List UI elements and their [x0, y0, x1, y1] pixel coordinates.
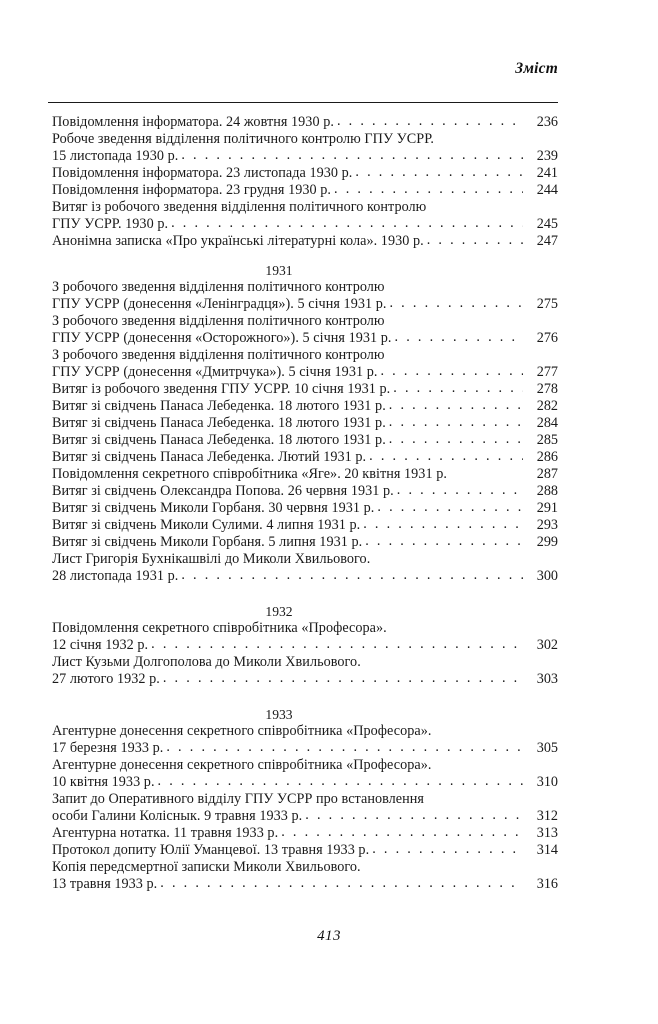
toc-entry-title: 10 квітня 1933 р.: [52, 774, 155, 790]
toc-entry[interactable]: [52, 114, 558, 131]
toc-entry-row: [52, 165, 558, 182]
toc-page-number: 244: [536, 182, 558, 198]
toc-entry-row: [52, 449, 558, 466]
dot-leader: [389, 398, 523, 414]
toc-entry-row: [52, 114, 558, 131]
dot-leader: [181, 148, 523, 164]
toc-page-number: 285: [536, 432, 558, 448]
toc-page-number: 241: [536, 165, 558, 181]
toc-entry[interactable]: [52, 483, 558, 500]
toc-entry[interactable]: [52, 398, 558, 415]
toc-entry-title: Агентурне донесення секретного співробітника «Професора».: [52, 757, 432, 773]
toc-entry-title: Анонімна записка «Про українські літературні кола». 1930 р.: [52, 233, 424, 249]
toc-page-number: 310: [536, 774, 558, 790]
toc-entry[interactable]: [52, 551, 558, 585]
toc-entry[interactable]: [52, 500, 558, 517]
dot-leader: [305, 808, 523, 824]
toc-entry-title: 15 листопада 1930 р.: [52, 148, 179, 164]
toc-page-number: 300: [536, 568, 558, 584]
toc-entry-title: Агентурна нотатка. 11 травня 1933 р.: [52, 825, 279, 841]
toc-page-number: 275: [536, 296, 558, 312]
dot-leader: [355, 165, 523, 181]
toc-page-number: 291: [536, 500, 558, 516]
dot-leader: [389, 432, 523, 448]
toc-entry-row: [52, 415, 558, 432]
toc-entry-row: [52, 637, 558, 654]
year-heading: 1931: [265, 263, 293, 278]
running-head: Зміст: [515, 60, 558, 77]
toc-entry-title: Повідомлення секретного співробітника «Яге». 20 квітня 1931 р.: [52, 466, 447, 482]
toc-entry-title: Повідомлення інформатора. 24 жовтня 1930 р.: [52, 114, 334, 130]
toc-entry-row-continued: [52, 279, 558, 296]
toc-entry-row: [52, 517, 558, 534]
toc-entry-title: Повідомлення інформатора. 23 листопада 1930 р.: [52, 165, 353, 181]
toc-page-number: 236: [536, 114, 558, 130]
dot-leader: [369, 449, 523, 465]
toc-entry-row: [52, 182, 558, 199]
toc-entry-title: З робочого зведення відділення політичного контролю: [52, 279, 385, 295]
toc-entry-row-continued: [52, 859, 558, 876]
toc-entry-row: [52, 774, 558, 791]
toc-entry[interactable]: [52, 131, 558, 165]
toc-entry-title: 28 листопада 1931 р.: [52, 568, 179, 584]
toc-entry-title: ГПУ УСРР. 1930 р.: [52, 216, 169, 232]
toc-entry[interactable]: [52, 279, 558, 313]
toc-entry[interactable]: [52, 620, 558, 654]
toc-entry-row: [52, 216, 558, 233]
toc-entry[interactable]: [52, 757, 558, 791]
dot-leader: [151, 637, 523, 653]
toc-entry[interactable]: [52, 313, 558, 347]
toc-entry-title: Витяг зі свідчень Миколи Горбаня. 5 липня 1931 р.: [52, 534, 363, 550]
toc-entry-row: [52, 296, 558, 313]
dot-leader: [337, 114, 523, 130]
dot-leader: [380, 364, 523, 380]
toc-page-number: 314: [536, 842, 558, 858]
toc-entry-row: [52, 808, 558, 825]
toc-entry-title: Витяг зі свідчень Олександра Попова. 26 червня 1931 р.: [52, 483, 394, 499]
dot-leader: [181, 568, 523, 584]
toc-entry-title: 27 лютого 1932 р.: [52, 671, 160, 687]
toc-entry[interactable]: [52, 165, 558, 182]
toc-entry-title: ГПУ УСРР (донесення «Дмитрчука»). 5 січня 1931 р.: [52, 364, 378, 380]
toc-entry-title: Витяг зі свідчень Панаса Лебеденка. 18 лютого 1931 р.: [52, 415, 386, 431]
toc-entry[interactable]: [52, 859, 558, 893]
toc-entry-title: Витяг із робочого зведення ГПУ УСРР. 10 січня 1931 р.: [52, 381, 391, 397]
toc-entry[interactable]: [52, 199, 558, 233]
toc-page-number: 282: [536, 398, 558, 414]
dot-leader: [427, 233, 523, 249]
page-folio: 413: [317, 928, 341, 944]
toc-entry-title: Витяг зі свідчень Миколи Сулими. 4 липня 1931 р.: [52, 517, 361, 533]
toc-entry-title: З робочого зведення відділення політичного контролю: [52, 313, 385, 329]
toc-page-number: 277: [536, 364, 558, 380]
toc-entry-row-continued: [52, 347, 558, 364]
toc-entry-row-continued: [52, 199, 558, 216]
toc-entry-row: [52, 483, 558, 500]
toc-entry-row-continued: [52, 757, 558, 774]
toc-entry[interactable]: [52, 842, 558, 859]
dot-leader: [397, 483, 523, 499]
toc-page-number: 302: [536, 637, 558, 653]
toc-entry-row: [52, 233, 558, 250]
toc-entry[interactable]: [52, 534, 558, 551]
toc-entry-row: [52, 534, 558, 551]
toc-page-number: 305: [536, 740, 558, 756]
toc-page-number: 276: [536, 330, 558, 346]
toc-entry[interactable]: [52, 654, 558, 688]
toc-entry-row: [52, 148, 558, 165]
year-heading: 1933: [265, 707, 293, 722]
toc-entry-row: [52, 740, 558, 757]
toc-entry[interactable]: [52, 791, 558, 825]
toc-entry[interactable]: [52, 415, 558, 432]
dot-leader: [281, 825, 523, 841]
toc-page-number: 287: [536, 466, 558, 482]
toc-entry[interactable]: [52, 347, 558, 381]
toc-entry-row-continued: [52, 654, 558, 671]
toc-page-number: 239: [536, 148, 558, 164]
dot-leader: [389, 415, 523, 431]
toc-entry-title: Витяг зі свідчень Панаса Лебеденка. 18 лютого 1931 р.: [52, 432, 386, 448]
toc-page-number: 288: [536, 483, 558, 499]
toc-entry-row: [52, 842, 558, 859]
dot-leader: [389, 296, 523, 312]
dot-leader: [171, 216, 523, 232]
toc-entry[interactable]: [52, 449, 558, 466]
toc-entry-row-continued: [52, 791, 558, 808]
dot-leader: [377, 500, 523, 516]
toc-page-number: 312: [536, 808, 558, 824]
toc-page-number: 303: [536, 671, 558, 687]
toc-entry-title: Протокол допиту Юлії Уманцевої. 13 травня 1933 р.: [52, 842, 370, 858]
toc-entry-row: [52, 381, 558, 398]
toc-entry-row: [52, 825, 558, 842]
toc-entry-row: [52, 466, 558, 483]
toc-entry-title: 12 січня 1932 р.: [52, 637, 149, 653]
toc-entry-row-continued: [52, 620, 558, 637]
toc-entry-title: Витяг зі свідчень Панаса Лебеденка. 18 лютого 1931 р.: [52, 398, 386, 414]
dot-leader: [365, 534, 523, 550]
toc-entry-title: Копія передсмертної записки Миколи Хвильового.: [52, 859, 361, 875]
dot-leader: [372, 842, 523, 858]
header-rule: [48, 102, 558, 103]
toc-entry-row: [52, 330, 558, 347]
toc-entry-title: Агентурне донесення секретного співробітника «Професора».: [52, 723, 432, 739]
toc-page-number: 286: [536, 449, 558, 465]
dot-leader: [363, 517, 523, 533]
toc-entry-title: Запит до Оперативного відділу ГПУ УСРР про встановлення: [52, 791, 425, 807]
toc-entry-title: особи Галини Коліснык. 9 травня 1933 р.: [52, 808, 303, 824]
toc-page-number: 299: [536, 534, 558, 550]
toc-entry-title: З робочого зведення відділення політичного контролю: [52, 347, 385, 363]
toc-entry-row-continued: [52, 313, 558, 330]
toc-entry-title: Робоче зведення відділення політичного контролю ГПУ УСРР.: [52, 131, 434, 147]
toc-entry-title: ГПУ УСРР (донесення «Ленінградця»). 5 січня 1931 р.: [52, 296, 387, 312]
dot-leader: [393, 381, 523, 397]
toc-entry[interactable]: [52, 233, 558, 250]
toc-entry-row: [52, 500, 558, 517]
toc-entry-row: [52, 398, 558, 415]
toc-entry-title: Витяг зі свідчень Панаса Лебеденка. Лютий 1931 р.: [52, 449, 367, 465]
toc-entry-title: Лист Григорія Бухнікашвілі до Миколи Хвильового.: [52, 551, 371, 567]
toc-entry-title: Витяг зі свідчень Миколи Горбаня. 30 червня 1931 р.: [52, 500, 375, 516]
toc-page-number: 247: [536, 233, 558, 249]
toc-page-number: 293: [536, 517, 558, 533]
toc-entry[interactable]: [52, 517, 558, 534]
toc-entry-title: ГПУ УСРР (донесення «Осторожного»). 5 січня 1931 р.: [52, 330, 392, 346]
toc-page-number: 316: [536, 876, 558, 892]
toc-entry-title: Лист Кузьми Долгополова до Миколи Хвильового.: [52, 654, 361, 670]
toc-entry-row: [52, 568, 558, 585]
toc-entry[interactable]: [52, 723, 558, 757]
table-of-contents: [52, 114, 558, 893]
toc-page-number: 284: [536, 415, 558, 431]
toc-entry[interactable]: [52, 825, 558, 842]
toc-entry-row-continued: [52, 551, 558, 568]
toc-entry-title: Повідомлення інформатора. 23 грудня 1930 р.: [52, 182, 331, 198]
toc-entry-row: [52, 876, 558, 893]
toc-page-number: 278: [536, 381, 558, 397]
toc-entry-row-continued: [52, 723, 558, 740]
toc-entry-title: 13 травня 1933 р.: [52, 876, 158, 892]
toc-page-number: 313: [536, 825, 558, 841]
toc-entry[interactable]: [52, 182, 558, 199]
dot-leader: [395, 330, 523, 346]
toc-entry[interactable]: [52, 381, 558, 398]
dot-leader: [166, 740, 523, 756]
toc-entry-title: 17 березня 1933 р.: [52, 740, 164, 756]
dot-leader: [160, 876, 523, 892]
toc-entry-title: Витяг із робочого зведення відділення політичного контролю: [52, 199, 427, 215]
toc-entry[interactable]: [52, 466, 558, 483]
dot-leader: [158, 774, 523, 790]
dot-leader: [163, 671, 523, 687]
toc-entry-row: [52, 364, 558, 381]
dot-leader: [334, 182, 523, 198]
toc-entry-row: [52, 671, 558, 688]
toc-entry-title: Повідомлення секретного співробітника «Професора».: [52, 620, 387, 636]
toc-entry[interactable]: [52, 432, 558, 449]
toc-entry-row-continued: [52, 131, 558, 148]
year-heading: 1932: [265, 604, 293, 619]
toc-page-number: 245: [536, 216, 558, 232]
toc-entry-row: [52, 432, 558, 449]
